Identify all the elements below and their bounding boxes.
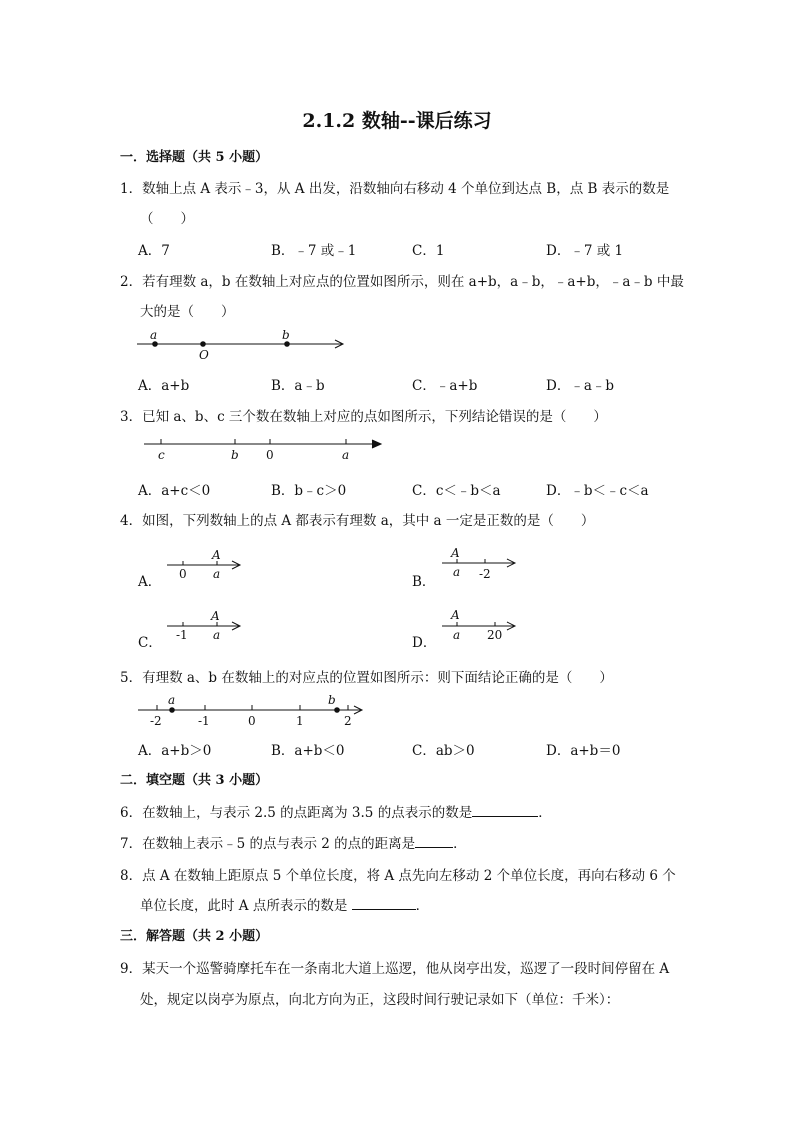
q4b-label-num: -2	[479, 567, 491, 581]
q3-option-a: A．a+c＜0	[138, 483, 211, 499]
q1-option-d: D．﹣7 或 1	[546, 243, 624, 259]
q1-option-c: C．1	[412, 243, 445, 259]
question-8-text: 8．点 A 在数轴上距原点 5 个单位长度，将 A 点先向左移动 2 个单位长度，再向右移动 6 个	[120, 868, 676, 884]
question-3-text: 3．已知 a、b、c 三个数在数轴上对应的点如图所示，下列结论错误的是（ ）	[120, 409, 607, 425]
q2-option-d: D．﹣a﹣b	[546, 378, 615, 394]
q5-tick-label: -1	[198, 714, 210, 728]
q3-label-c: c	[158, 448, 165, 462]
q4a-label-num: 0	[179, 567, 187, 581]
q2-label-o: O	[199, 348, 209, 362]
q2-label-b: b	[282, 328, 290, 342]
q4-option-b: B．	[412, 574, 436, 590]
q2-option-c: C．﹣a+b	[412, 378, 478, 394]
q4-figure-d	[440, 606, 522, 642]
q2-option-a: A．a+b	[138, 378, 190, 394]
q4b-label-a: a	[453, 565, 461, 579]
question-7-end: ．	[453, 836, 467, 852]
question-4-text: 4．如图，下列数轴上的点 A 都表示有理数 a，其中 a 一定是正数的是（ ）	[120, 513, 595, 529]
q5-tick-label: 1	[296, 714, 304, 728]
q3-option-b: B．b﹣c＞0	[271, 483, 347, 499]
question-8-cont	[140, 894, 429, 914]
q1-option-a: A．7	[138, 243, 170, 259]
question-7-text: 7．在数轴上表示﹣5 的点与表示 2 的点的距离是	[120, 836, 416, 852]
q3-label-b: b	[231, 448, 239, 462]
section-heading-choice: 一．选择题（共 5 小题）	[120, 150, 269, 165]
question-1-text: 1．数轴上点 A 表示﹣3，从 A 出发，沿数轴向右移动 4 个单位到达点 B，点 B 表示的数是	[120, 181, 670, 197]
q5-option-a: A．a+b＞0	[138, 743, 212, 759]
question-2-text-cont: 大的是（ ）	[140, 304, 235, 320]
q4c-label-A: A	[211, 609, 220, 623]
q2-label-a: a	[150, 328, 158, 342]
q5-label-b: b	[328, 693, 336, 707]
question-9-text: 9．某天一个巡警骑摩托车在一条南北大道上巡逻，他从岗亭出发，巡逻了一段时间停留在 A	[120, 961, 670, 977]
q4-figure-b	[440, 545, 522, 581]
q4d-label-num: 20	[487, 628, 503, 642]
q4-figure-a	[163, 545, 245, 581]
q3-label-a: a	[342, 448, 350, 462]
q5-option-c: C．ab＞0	[412, 743, 475, 759]
q3-label-zero: 0	[266, 448, 274, 462]
question-1-bracket: （ ）	[140, 211, 194, 227]
q5-label-a: a	[168, 693, 176, 707]
q4-option-a: A．	[138, 574, 162, 590]
q4c-label-num: -1	[176, 628, 188, 642]
q4a-label-a: a	[213, 567, 221, 581]
q4-figure-c	[163, 606, 245, 642]
question-8-text-cont: 单位长度，此时 A 点所表示的数是	[140, 898, 352, 914]
section-heading-fill: 二．填空题（共 3 小题）	[120, 773, 269, 788]
question-7	[120, 832, 467, 852]
q5-tick-label: -2	[150, 714, 162, 728]
q8-answer-blank[interactable]	[352, 897, 416, 910]
q4a-label-A: A	[212, 548, 221, 562]
q7-answer-blank[interactable]	[415, 835, 453, 848]
page-title: 2.1.2 数轴--课后练习	[302, 110, 492, 132]
q2-option-b: B．a﹣b	[271, 378, 325, 394]
question-5-text: 5．有理数 a、b 在数轴上的对应点的位置如图所示：则下面结论正确的是（ ）	[120, 670, 613, 686]
q4d-label-A: A	[451, 608, 460, 622]
section-heading-solve: 三．解答题（共 2 小题）	[120, 929, 269, 944]
q4-option-d: D．	[412, 635, 437, 651]
q4c-label-a: a	[213, 628, 221, 642]
q4-option-c: C．	[138, 635, 162, 651]
question-6-text: 6．在数轴上，与表示 2.5 的点距离为 3.5 的点表示的数是	[120, 805, 473, 821]
q1-option-b: B．﹣7 或﹣1	[271, 243, 357, 259]
q3-option-c: C．c＜﹣b＜a	[412, 483, 501, 499]
q5-number-line	[135, 692, 370, 730]
q5-option-d: D．a+b＝0	[546, 743, 621, 759]
question-6	[120, 801, 552, 821]
q6-answer-blank[interactable]	[472, 804, 538, 817]
q4b-label-A: A	[451, 546, 460, 560]
q4d-label-a: a	[453, 628, 461, 642]
q3-number-line	[140, 434, 390, 466]
question-2-text: 2．若有理数 a，b 在数轴上对应点的位置如图所示，则在 a+b，a﹣b，﹣a+b，﹣a﹣b 中最	[120, 274, 684, 290]
question-8-end: ．	[415, 898, 430, 914]
q2-number-line	[135, 325, 350, 363]
question-6-end: ．	[538, 805, 552, 821]
q5-option-b: B．a+b＜0	[271, 743, 345, 759]
q5-tick-label: 0	[248, 714, 256, 728]
question-9-text-cont: 处，规定以岗亭为原点，向北方向为正，这段时间行驶记录如下（单位：千米）：	[140, 992, 620, 1008]
q3-option-d: D．﹣b＜﹣c＜a	[546, 483, 649, 499]
q5-tick-label: 2	[344, 714, 352, 728]
